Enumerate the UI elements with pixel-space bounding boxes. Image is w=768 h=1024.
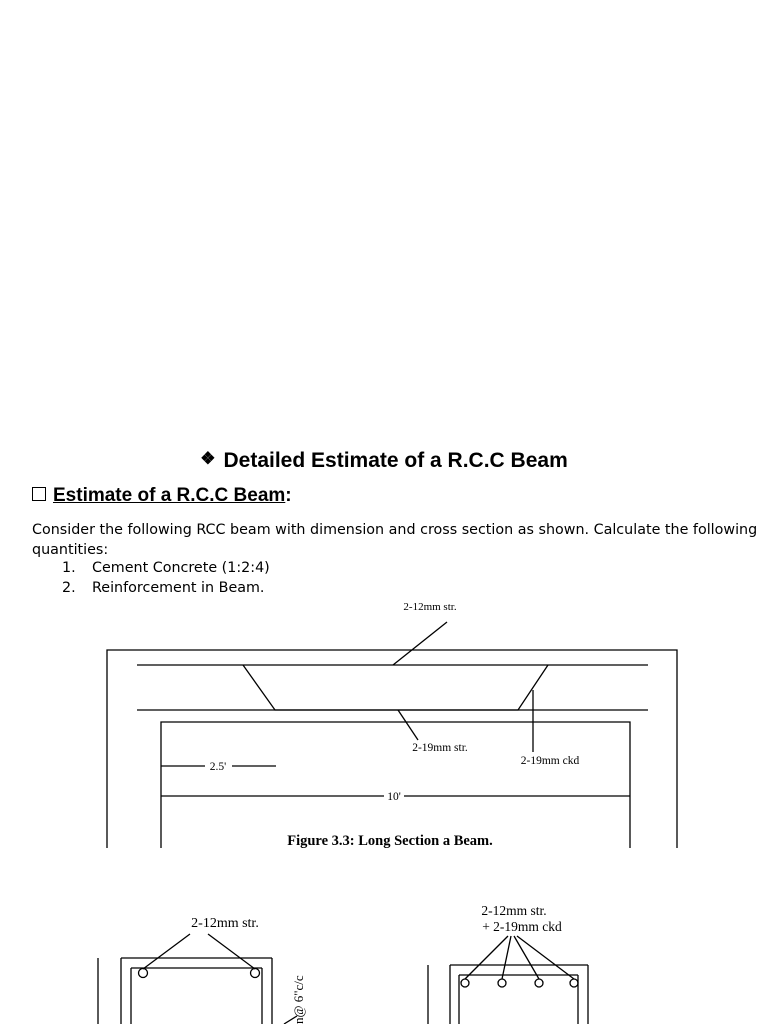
list-item-number: 1.: [62, 560, 76, 576]
leader-line: [393, 622, 447, 665]
leader-line: [398, 710, 418, 740]
label-top-bars: 2-12mm str.: [403, 601, 457, 613]
cross-section-left: [98, 934, 297, 1024]
label-bottom-straight: 2-19mm str.: [412, 742, 468, 754]
cross-section-left-label: 2-12mm str.: [191, 916, 259, 931]
list-item-text: Reinforcement in Beam.: [92, 580, 265, 596]
beam-outline: [107, 650, 677, 848]
sub-heading-text: Estimate of a R.C.C Beam: [53, 485, 286, 506]
dimension-support-label: 2.5': [209, 761, 227, 773]
diamond-bullet-icon: ❖: [200, 449, 216, 468]
support-outline: [161, 722, 630, 848]
dimension-span-label: 10': [387, 791, 401, 803]
list-item-number: 2.: [62, 580, 76, 596]
cross-section-right: [428, 936, 588, 1024]
section-heading-text: Detailed Estimate of a R.C.C Beam: [223, 449, 568, 472]
sub-heading-suffix: :: [285, 485, 292, 506]
figure-caption: Figure 3.3: Long Section a Beam.: [287, 833, 493, 849]
list-item-text: Cement Concrete (1:2:4): [92, 560, 270, 576]
cranked-bar: [243, 665, 548, 710]
label-cranked: 2-19mm ckd: [520, 755, 580, 767]
cross-section-right-label-2: + 2-19mm ckd: [482, 919, 562, 934]
intro-paragraph: Consider the following RCC beam with dimension and cross section as shown. Calculate the following quantities:: [32, 522, 758, 558]
cross-section-right-label-1: 2-12mm str.: [481, 903, 547, 918]
stirrup-spacing-label: n@ 6"c/c: [291, 975, 306, 1024]
